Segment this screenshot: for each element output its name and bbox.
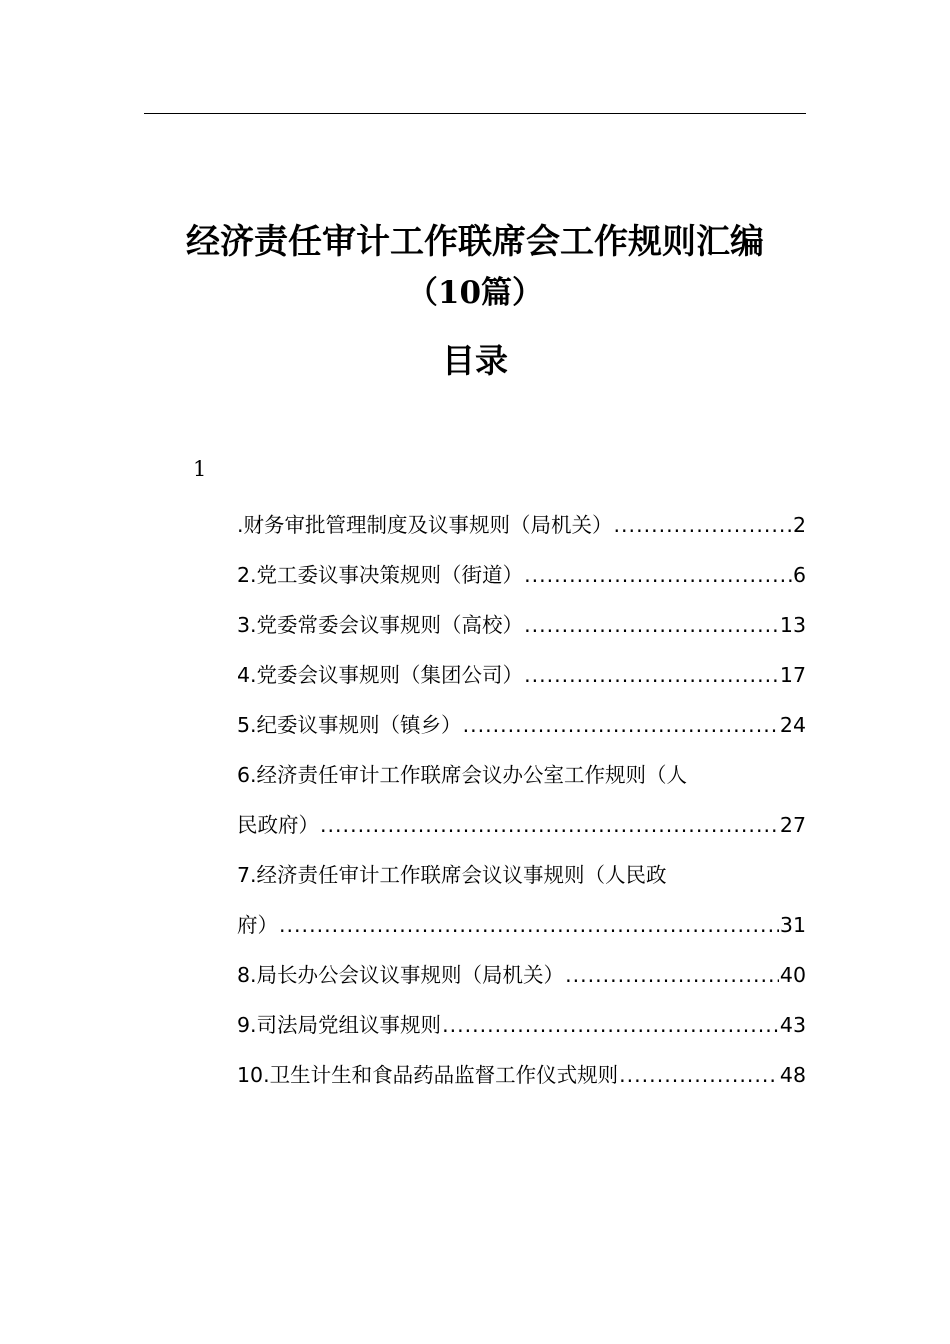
toc-prefix-number: 1 [193, 457, 207, 481]
toc-leader-dots [279, 900, 779, 950]
toc-leader-dots [463, 700, 779, 750]
toc-leader-dots [619, 1050, 779, 1100]
toc-entry[interactable] [237, 550, 806, 600]
toc-entry-title: 8.局长办公会议议事规则（局机关） [237, 963, 565, 987]
toc-entry[interactable] [237, 1050, 806, 1100]
toc-entry-title: 民政府） [237, 813, 319, 837]
toc-entry-title-line1: 7.经济责任审计工作联席会议议事规则（人民政 [237, 863, 667, 887]
toc-entry-title-line1: 6.经济责任审计工作联席会议办公室工作规则（人 [237, 763, 688, 787]
toc-entry-page: 27 [779, 813, 806, 837]
toc-entry[interactable] [237, 950, 806, 1000]
toc-leader-dots [565, 950, 779, 1000]
toc-entry-title: 2.党工委议事决策规则（街道） [237, 563, 524, 587]
toc-entry-title: 4.党委会议事规则（集团公司） [237, 663, 524, 687]
header-rule [144, 113, 806, 114]
toc-entry-page: 40 [779, 963, 806, 987]
toc-leader-dots [524, 550, 792, 600]
document-subtitle: （10篇） [406, 275, 544, 311]
toc-entry[interactable] [237, 850, 806, 950]
document-title: 经济责任审计工作联席会工作规则汇编 [186, 222, 764, 262]
toc-entry-title: 3.党委常委会议事规则（高校） [237, 613, 524, 637]
toc-entry-title: .财务审批管理制度及议事规则（局机关） [237, 513, 613, 537]
toc-entry[interactable] [237, 650, 806, 700]
toc-entry-title: 府） [237, 913, 278, 937]
toc-entry-page: 2 [792, 513, 806, 537]
toc-entry-title: 9.司法局党组议事规则 [237, 1013, 442, 1037]
toc-entry-page: 13 [779, 613, 806, 637]
toc-leader-dots [524, 600, 779, 650]
toc-leader-dots [524, 650, 779, 700]
toc-leader-dots [442, 1000, 779, 1050]
toc-leader-dots [320, 800, 779, 850]
toc-heading: 目录 [442, 341, 508, 380]
toc-entry-page: 17 [779, 663, 806, 687]
toc-entry[interactable] [237, 600, 806, 650]
toc-entry-title: 10.卫生计生和食品药品监督工作仪式规则 [237, 1063, 619, 1087]
toc-entry-page: 48 [779, 1063, 806, 1087]
toc-entry[interactable] [237, 500, 806, 550]
toc-entry[interactable] [237, 700, 806, 750]
toc-leader-dots [614, 500, 792, 550]
toc-entry-title: 5.纪委议事规则（镇乡） [237, 713, 462, 737]
toc-entry-page: 43 [779, 1013, 806, 1037]
toc-entry-page: 24 [779, 713, 806, 737]
toc-entry-page: 6 [792, 563, 806, 587]
toc-entry[interactable] [237, 750, 806, 850]
toc-entry-page: 31 [779, 913, 806, 937]
table-of-contents [237, 500, 806, 1100]
toc-entry[interactable] [237, 1000, 806, 1050]
